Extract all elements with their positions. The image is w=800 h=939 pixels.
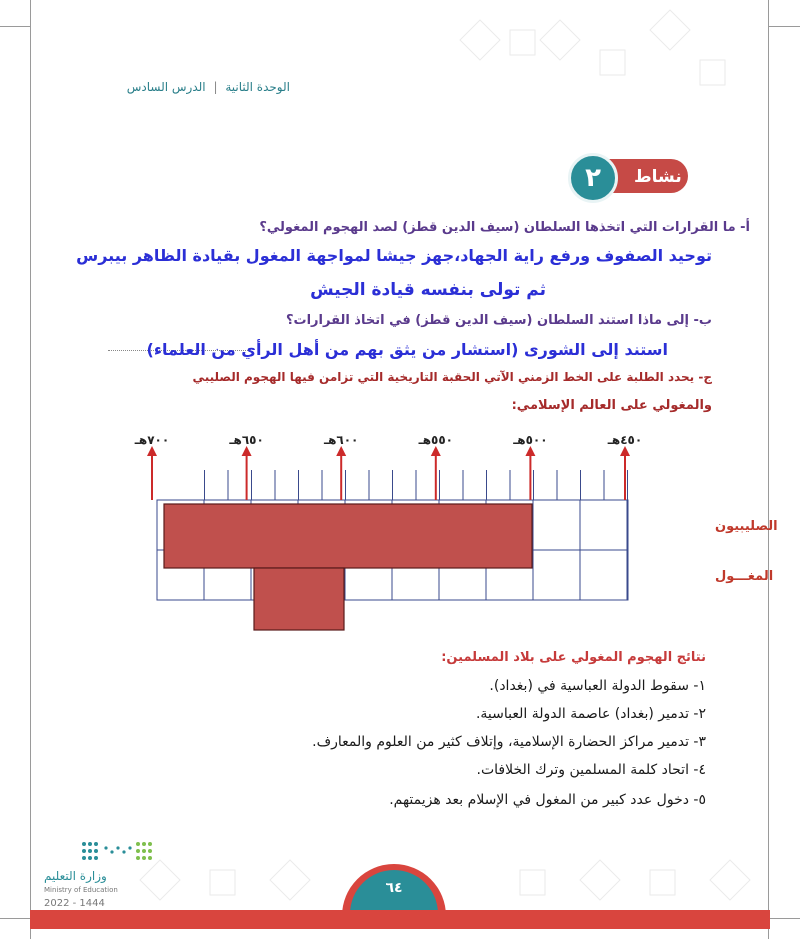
result-item-1: ١- سقوط الدولة العباسية في (بغداد). (489, 678, 706, 694)
activity-badge (568, 153, 688, 201)
timeline-arrowhead-700 (147, 446, 157, 456)
results-title: نتائج الهجوم المغولي على بلاد المسلمين: (441, 650, 706, 665)
frame-line-right (768, 0, 769, 939)
result-item-2: ٢- تدمير (بغداد) عاصمة الدولة العباسية. (475, 706, 706, 722)
answer-a-line-1: توحيد الصفوف ورفع راية الجهاد،جهز جيشا لمواجهة المغول بقيادة الظاهر بيبرس (76, 246, 712, 265)
activity-label: نشاط (634, 167, 682, 187)
footer-bar (30, 910, 770, 929)
frame-line-left (30, 0, 31, 939)
row-label-crusaders: الصليبيون (715, 519, 778, 534)
timeline-tick-label: ٦٥٠هـ (229, 433, 264, 447)
timeline-arrowhead-500 (525, 446, 535, 456)
breadcrumb (127, 80, 290, 94)
result-item-3: ٣- تدمير مراكز الحضارة الإسلامية، وإتلاف كثير من العلوم والمعارف. (312, 734, 706, 750)
bar-mongols (254, 568, 344, 630)
page-number: ٦٤ (385, 880, 403, 896)
activity-number: ٢ (568, 153, 618, 203)
question-c-line-1: ج- يحدد الطلبة على الخط الزمني الآتي الحقبة التاريخية التي تزامن فيها الهجوم الصليبي (192, 370, 712, 384)
frame-line-bottom-left (0, 918, 30, 919)
ministry-year: 2022 - 1444 (44, 898, 105, 909)
row-label-mongols: المغـــول (715, 569, 774, 584)
breadcrumb-separator: | (213, 80, 218, 94)
frame-line-top-right (768, 26, 800, 27)
timeline-tick-label: ٤٥٠هـ (607, 433, 643, 447)
background-pattern (440, 0, 760, 120)
footer-pattern (130, 850, 770, 910)
breadcrumb-lesson: الدرس السادس (126, 80, 206, 94)
question-a: أ- ما القرارات التي اتخذها السلطان (سيف الدين قطز) لصد الهجوم المغولي؟ (259, 220, 750, 235)
frame-line-top-left (0, 26, 30, 27)
result-item-5: ٥- دخول عدد كبير من المغول في الإسلام بعد هزيمتهم. (389, 792, 706, 808)
timeline-tick-label: ٧٠٠هـ (134, 433, 170, 447)
timeline-arrowhead-550 (431, 446, 441, 456)
result-item-4: ٤- اتحاد كلمة المسلمين وترك الخلافات. (476, 762, 706, 778)
breadcrumb-unit: الوحدة الثانية (225, 80, 290, 94)
ministry-name: وزارة التعليم (44, 869, 107, 883)
timeline-arrowhead-650 (242, 446, 252, 456)
question-b: ب- إلى ماذا استند السلطان (سيف الدين قطز) في اتخاذ القرارات؟ (286, 313, 712, 328)
ministry-logo-icon (80, 838, 160, 864)
timeline-tick-label: ٥٥٠هـ (418, 433, 454, 447)
timeline-tick-label: ٦٠٠هـ (323, 433, 359, 447)
timeline-arrowhead-600 (336, 446, 346, 456)
timeline-arrowhead-450 (620, 446, 630, 456)
timeline-chart (130, 432, 778, 637)
question-c-line-2: والمغولي على العالم الإسلامي: (511, 398, 712, 413)
answer-b: استند إلى الشورى (استشار من يثق بهم من أهل الرأي من العلماء) (146, 340, 668, 359)
answer-a-line-2: ثم تولى بنفسه قيادة الجيش (310, 280, 546, 300)
ministry-subtitle: Ministry of Education (44, 886, 118, 894)
bar-crusaders (164, 504, 532, 568)
timeline-tick-label: ٥٠٠هـ (513, 433, 548, 447)
frame-line-bottom-right (768, 918, 800, 919)
